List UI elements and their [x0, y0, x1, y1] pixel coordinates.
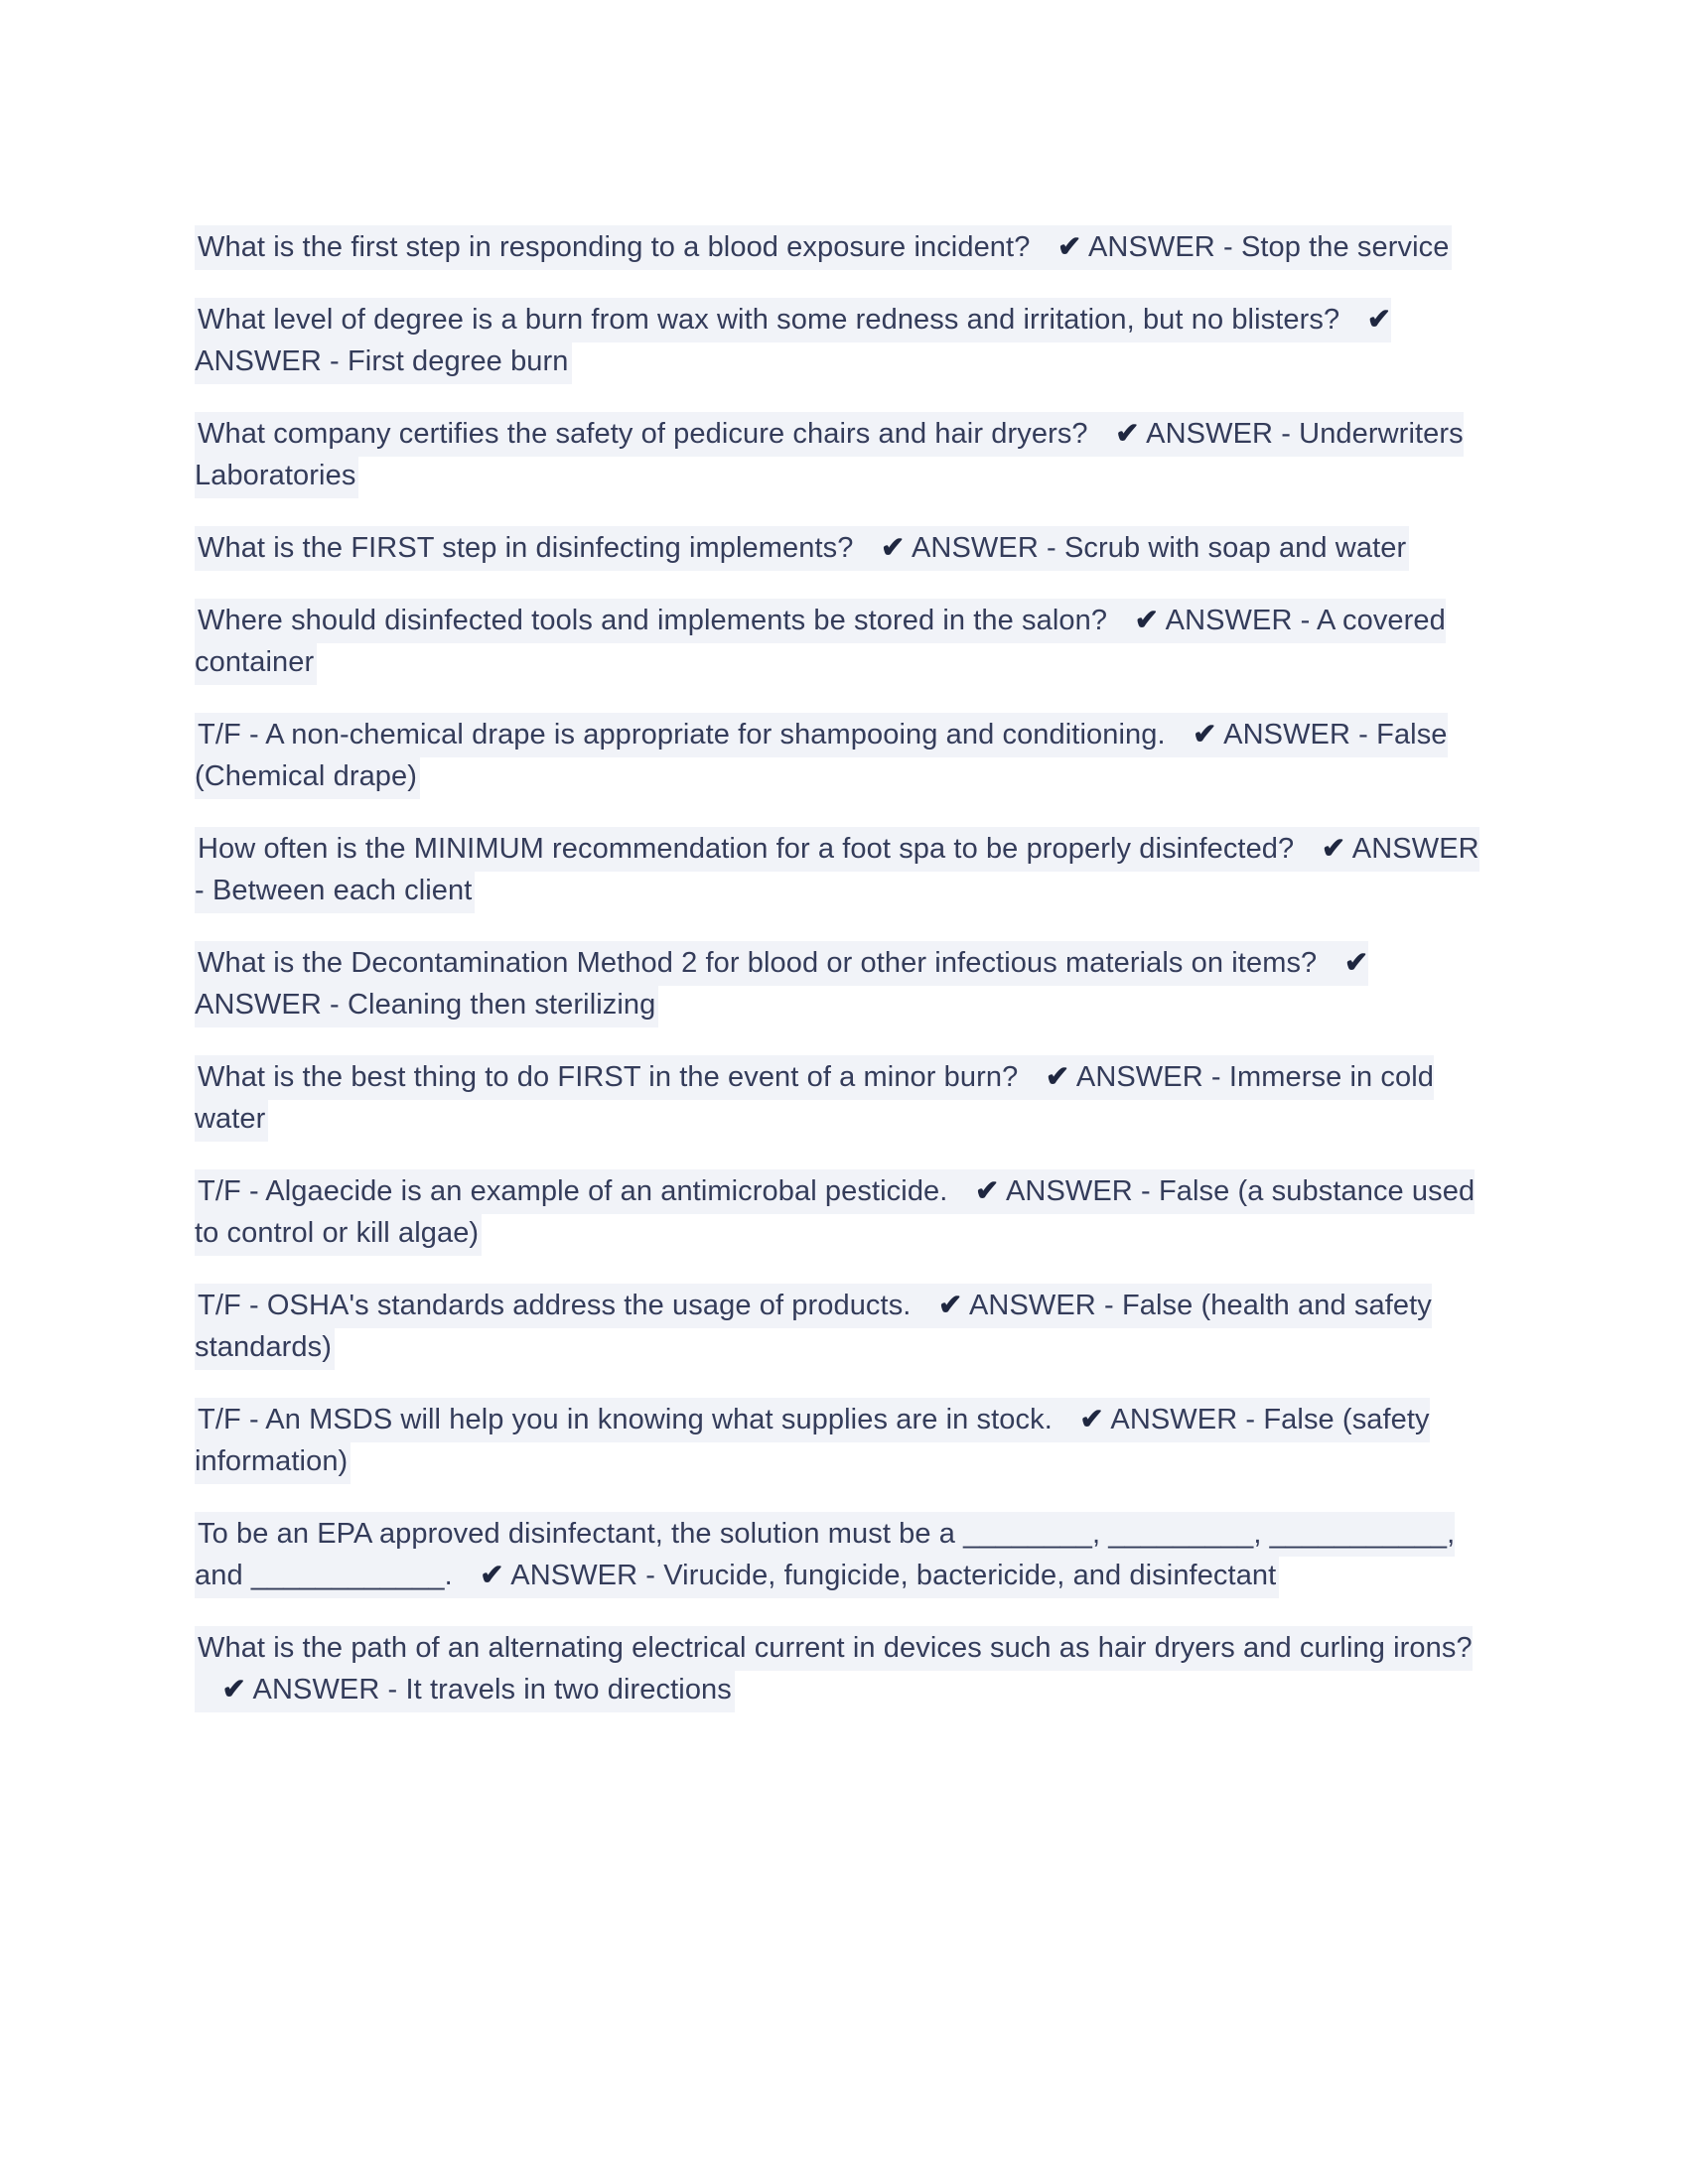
answer-label: ANSWER - — [1146, 418, 1291, 450]
qa-paragraph — [195, 1627, 1484, 1710]
question-text: What is the path of an alternating electrical current in devices such as hair dryers and curling irons? — [198, 1632, 1473, 1664]
answer-text: Stop the service — [1240, 231, 1450, 263]
question-text: T/F - An MSDS will help you in knowing what supplies are in stock. — [198, 1404, 1053, 1435]
question-text: T/F - A non-chemical drape is appropriate for shampooing and conditioning. — [198, 719, 1166, 751]
check-icon: ✔ — [1056, 231, 1082, 263]
answer-text: Scrub with soap and water — [1063, 532, 1407, 564]
answer-text: False (health and safety standards) — [195, 1290, 1432, 1363]
qa-highlight — [195, 941, 1368, 1027]
answer-label: ANSWER - — [1165, 605, 1311, 636]
answer-label: ANSWER - — [1087, 231, 1233, 263]
check-icon: ✔ — [1115, 418, 1140, 450]
qa-highlight — [195, 599, 1446, 685]
question-text: What level of degree is a burn from wax with some redness and irritation, but no blisters? — [198, 304, 1340, 336]
qa-paragraph — [195, 413, 1484, 496]
qa-paragraph — [195, 1285, 1484, 1368]
check-icon: ✔ — [1366, 304, 1392, 336]
qa-paragraph — [195, 714, 1484, 797]
answer-text: First degree burn — [347, 345, 569, 377]
check-icon: ✔ — [1321, 833, 1346, 865]
qa-paragraph — [195, 226, 1484, 268]
qa-paragraph — [195, 1513, 1484, 1596]
answer-label: ANSWER - — [911, 532, 1056, 564]
answer-text: Cleaning then sterilizing — [347, 989, 656, 1021]
qa-highlight — [195, 1055, 1434, 1142]
answer-label: ANSWER - — [195, 833, 1479, 906]
answer-text: Immerse in cold water — [195, 1061, 1435, 1135]
check-icon: ✔ — [975, 1175, 1000, 1207]
question-text: What company certifies the safety of pedicure chairs and hair dryers? — [198, 418, 1088, 450]
question-text: To be an EPA approved disinfectant, the solution must be a ________, _________, ___________, and ____________. — [195, 1518, 1456, 1591]
answer-label: ANSWER - — [1223, 719, 1368, 751]
qa-paragraph — [195, 299, 1484, 382]
qa-paragraph — [195, 527, 1484, 569]
answer-text: False (safety information) — [195, 1404, 1430, 1477]
check-icon: ✔ — [480, 1560, 504, 1591]
answer-label: ANSWER - — [1005, 1175, 1151, 1207]
check-icon: ✔ — [1193, 719, 1217, 751]
answer-text: A covered container — [195, 605, 1446, 678]
qa-highlight — [195, 526, 1409, 571]
qa-paragraph — [195, 600, 1484, 683]
qa-highlight — [195, 1169, 1475, 1256]
answer-label: ANSWER - — [510, 1560, 656, 1591]
qa-highlight — [195, 225, 1452, 270]
answer-label: ANSWER - — [968, 1290, 1114, 1321]
qa-highlight — [195, 1512, 1455, 1598]
question-text: What is the Decontamination Method 2 for blood or other infectious materials on items? — [198, 947, 1318, 979]
answer-label: ANSWER - — [195, 345, 340, 377]
answer-text: Between each client — [211, 875, 473, 906]
question-text: What is the first step in responding to a blood exposure incident? — [198, 231, 1031, 263]
qa-highlight — [195, 1626, 1473, 1712]
qa-paragraph — [195, 1170, 1484, 1254]
check-icon: ✔ — [1343, 947, 1369, 979]
question-text: What is the FIRST step in disinfecting implements? — [198, 532, 854, 564]
qa-highlight — [195, 298, 1391, 384]
answer-text: False (Chemical drape) — [195, 719, 1448, 792]
qa-paragraph — [195, 1056, 1484, 1140]
check-icon: ✔ — [221, 1674, 246, 1706]
answer-text: False (a substance used to control or kill algae) — [195, 1175, 1476, 1249]
qa-highlight — [195, 1398, 1430, 1484]
answer-label: ANSWER - — [1110, 1404, 1256, 1435]
qa-paragraph — [195, 828, 1484, 911]
question-text: T/F - Algaecide is an example of an antimicrobal pesticide. — [198, 1175, 948, 1207]
qa-paragraph — [195, 1399, 1484, 1482]
check-icon: ✔ — [881, 532, 906, 564]
qa-highlight — [195, 412, 1464, 498]
qa-highlight — [195, 1284, 1432, 1370]
check-icon: ✔ — [1079, 1404, 1104, 1435]
answer-label: ANSWER - — [195, 989, 340, 1021]
question-text: Where should disinfected tools and implements be stored in the salon? — [198, 605, 1108, 636]
question-text: How often is the MINIMUM recommendation for a foot spa to be properly disinfected? — [198, 833, 1295, 865]
check-icon: ✔ — [938, 1290, 963, 1321]
answer-label: ANSWER - — [252, 1674, 398, 1706]
answer-text: Virucide, fungicide, bactericide, and disinfectant — [663, 1560, 1277, 1591]
check-icon: ✔ — [1134, 605, 1160, 636]
answer-text: It travels in two directions — [405, 1674, 732, 1706]
qa-paragraph — [195, 942, 1484, 1025]
answer-text: Underwriters Laboratories — [195, 418, 1464, 491]
qa-highlight — [195, 713, 1448, 799]
answer-label: ANSWER - — [1075, 1061, 1221, 1093]
qa-highlight — [195, 827, 1479, 913]
question-text: What is the best thing to do FIRST in the event of a minor burn? — [198, 1061, 1019, 1093]
check-icon: ✔ — [1045, 1061, 1070, 1093]
question-text: T/F - OSHA's standards address the usage of products. — [198, 1290, 912, 1321]
